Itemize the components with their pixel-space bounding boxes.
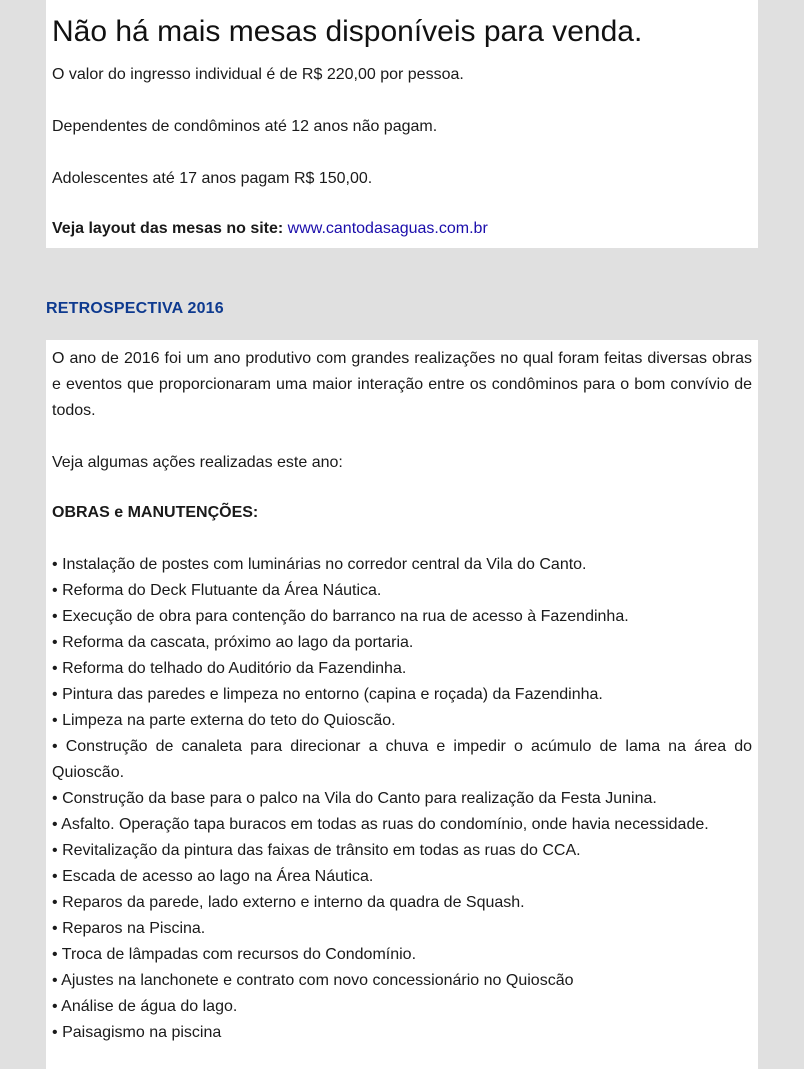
bullet-mark: •: [52, 608, 58, 625]
works-list-item: [52, 578, 752, 604]
announcement-panel: [46, 0, 758, 248]
works-item-text: Ajustes na lanchonete e contrato com novo concessionário no Quioscão: [61, 972, 574, 989]
works-item-text: Construção da base para o palco na Vila do Canto para realização da Festa Junina.: [62, 790, 657, 807]
works-item-text: Pintura das paredes e limpeza no entorno (capina e roçada) da Fazendinha.: [62, 686, 603, 703]
bullet-mark: •: [52, 738, 58, 755]
bullet-mark: •: [52, 556, 58, 573]
works-item-text: Reparos na Piscina.: [62, 920, 206, 937]
works-list-item: [52, 994, 752, 1020]
bullet-mark: •: [52, 972, 58, 989]
works-list-item: [52, 630, 752, 656]
works-list-item: [52, 942, 752, 968]
works-list-item: [52, 656, 752, 682]
bullet-mark: •: [52, 634, 58, 651]
works-item-text: Reforma do Deck Flutuante da Área Náutica.: [62, 582, 382, 599]
works-item-text: Reparos da parede, lado externo e interno da quadra de Squash.: [62, 894, 525, 911]
works-list-item: [52, 552, 752, 578]
works-item-text: Asfalto. Operação tapa buracos em todas as ruas do condomínio, onde havia necessidade.: [61, 816, 709, 833]
works-item-text: Instalação de postes com luminárias no corredor central da Vila do Canto.: [62, 556, 587, 573]
works-item-text: Limpeza na parte externa do teto do Quioscão.: [62, 712, 396, 729]
works-list-item: [52, 916, 752, 942]
retrospective-intro: O ano de 2016 foi um ano produtivo com grandes realizações no qual foram feitas diversas obras e eventos que proporcionaram uma maior interação entre os condôminos para o bom convívio de todos.: [52, 350, 752, 419]
see-actions-text: Veja algumas ações realizadas este ano:: [52, 454, 343, 471]
dependents-text: Dependentes de condôminos até 12 anos não pagam.: [52, 118, 438, 135]
layout-line: [52, 216, 752, 242]
works-item-text: Execução de obra para contenção do barranco na rua de acesso à Fazendinha.: [62, 608, 629, 625]
works-item-text: Escada de acesso ao lago na Área Náutica.: [62, 868, 374, 885]
works-list-item: [52, 708, 752, 734]
retrospective-title: RETROSPECTIVA 2016: [46, 300, 224, 317]
works-item-text: Reforma do telhado do Auditório da Fazendinha.: [62, 660, 407, 677]
bullet-mark: •: [52, 816, 58, 833]
bullet-mark: •: [52, 582, 58, 599]
bullet-mark: •: [52, 686, 58, 703]
works-list-item: [52, 734, 752, 786]
works-list-item: [52, 604, 752, 630]
works-list-item: [52, 1020, 752, 1046]
works-item-text: Revitalização da pintura das faixas de trânsito em todas as ruas do CCA.: [62, 842, 581, 859]
works-list-item: [52, 968, 752, 994]
works-list-item: [52, 864, 752, 890]
works-list: [52, 552, 752, 1046]
bullet-mark: •: [52, 920, 58, 937]
tables-sold-out-headline: Não há mais mesas disponíveis para venda.: [52, 15, 643, 48]
works-list-item: [52, 682, 752, 708]
works-item-text: Paisagismo na piscina: [62, 1024, 222, 1041]
works-list-item: [52, 786, 752, 812]
bullet-mark: •: [52, 894, 58, 911]
bullet-mark: •: [52, 998, 58, 1015]
bullet-mark: •: [52, 660, 58, 677]
site-link[interactable]: www.cantodasaguas.com.br: [287, 220, 488, 237]
works-item-text: Troca de lâmpadas com recursos do Condomínio.: [61, 946, 417, 963]
works-item-text: Construção de canaleta para direcionar a chuva e impedir o acúmulo de lama na área do Quioscão.: [52, 738, 752, 781]
layout-label: Veja layout das mesas no site:: [52, 220, 284, 237]
works-list-item: [52, 838, 752, 864]
ticket-price-text: O valor do ingresso individual é de R$ 220,00 por pessoa.: [52, 66, 464, 83]
bullet-mark: •: [52, 1024, 58, 1041]
bullet-mark: •: [52, 868, 58, 885]
works-item-text: Reforma da cascata, próximo ao lago da portaria.: [62, 634, 414, 651]
bullet-mark: •: [52, 842, 58, 859]
works-item-text: Análise de água do lago.: [61, 998, 238, 1015]
works-list-item: [52, 812, 752, 838]
bullet-mark: •: [52, 790, 58, 807]
retrospective-panel: [46, 340, 758, 1069]
bullet-mark: •: [52, 712, 58, 729]
works-heading: OBRAS e MANUTENÇÕES:: [52, 504, 259, 521]
works-list-item: [52, 890, 752, 916]
teens-price-text: Adolescentes até 17 anos pagam R$ 150,00.: [52, 170, 373, 187]
bullet-mark: •: [52, 946, 58, 963]
